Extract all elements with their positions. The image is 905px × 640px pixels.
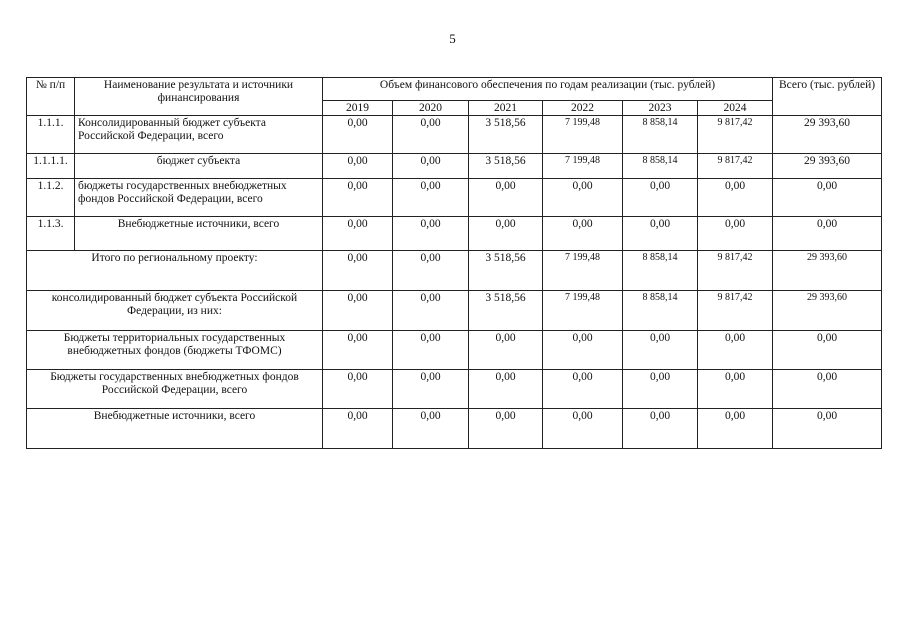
cell-value: 3 518,56 [469,291,543,331]
summary-name: Внебюджетные источники, всего [27,409,323,449]
cell-value: 0,00 [323,409,393,449]
cell-total: 29 393,60 [773,291,882,331]
summary-row [27,409,882,449]
row-number: 1.1.3. [27,217,75,251]
cell-value: 0,00 [469,370,543,409]
cell-value: 8 858,14 [623,251,698,291]
cell-value: 0,00 [393,291,469,331]
cell-value: 9 817,42 [698,116,773,154]
cell-value: 0,00 [323,291,393,331]
header-year: 2020 [393,101,469,116]
header-year: 2021 [469,101,543,116]
cell-value: 0,00 [393,116,469,154]
row-name: Внебюджетные источники, всего [75,217,323,251]
header-name: Наименование результата и источники финансирования [75,78,323,116]
table-row [27,217,882,251]
cell-value: 0,00 [698,217,773,251]
cell-value: 0,00 [623,179,698,217]
summary-name: Бюджеты государственных внебюджетных фондов Российской Федерации, всего [27,370,323,409]
cell-value: 0,00 [323,331,393,370]
cell-value: 0,00 [623,409,698,449]
summary-row [27,251,882,291]
header-year: 2022 [543,101,623,116]
header-year: 2023 [623,101,698,116]
financing-table [26,77,882,449]
cell-value: 9 817,42 [698,291,773,331]
cell-value: 0,00 [469,409,543,449]
page-number: 5 [449,31,456,46]
row-number: 1.1.1. [27,116,75,154]
cell-value: 3 518,56 [469,251,543,291]
cell-value: 0,00 [393,217,469,251]
cell-value: 0,00 [393,154,469,179]
cell-value: 0,00 [393,409,469,449]
row-number: 1.1.1.1. [27,154,75,179]
cell-value: 3 518,56 [469,154,543,179]
cell-value: 0,00 [393,179,469,217]
cell-value: 0,00 [323,370,393,409]
cell-value: 0,00 [698,331,773,370]
cell-value: 8 858,14 [623,154,698,179]
cell-value: 0,00 [323,217,393,251]
row-name: Консолидированный бюджет субъекта Российской Федерации, всего [75,116,323,154]
cell-value: 0,00 [393,251,469,291]
cell-total: 29 393,60 [773,116,882,154]
cell-value: 0,00 [623,331,698,370]
cell-value: 0,00 [469,217,543,251]
cell-value: 9 817,42 [698,251,773,291]
row-name: бюджет субъекта [75,154,323,179]
cell-value: 7 199,48 [543,251,623,291]
cell-value: 0,00 [469,179,543,217]
cell-value: 0,00 [543,409,623,449]
cell-value: 7 199,48 [543,154,623,179]
header-year: 2024 [698,101,773,116]
cell-value: 0,00 [543,331,623,370]
cell-value: 0,00 [393,370,469,409]
table-row [27,116,882,154]
cell-value: 9 817,42 [698,154,773,179]
cell-value: 7 199,48 [543,291,623,331]
cell-value: 0,00 [698,409,773,449]
summary-name: Итого по региональному проекту: [27,251,323,291]
cell-value: 0,00 [698,179,773,217]
cell-total: 0,00 [773,409,882,449]
cell-value: 0,00 [543,217,623,251]
summary-row [27,291,882,331]
header-total: Всего (тыс. рублей) [773,78,882,116]
cell-value: 8 858,14 [623,116,698,154]
cell-value: 0,00 [323,154,393,179]
cell-value: 0,00 [623,370,698,409]
row-name: бюджеты государственных внебюджетных фондов Российской Федерации, всего [75,179,323,217]
row-number: 1.1.2. [27,179,75,217]
cell-value: 0,00 [323,179,393,217]
cell-value: 0,00 [323,251,393,291]
cell-value: 0,00 [698,370,773,409]
cell-value: 8 858,14 [623,291,698,331]
cell-value: 0,00 [623,217,698,251]
header-year: 2019 [323,101,393,116]
cell-total: 0,00 [773,331,882,370]
summary-name: Бюджеты территориальных государственных внебюджетных фондов (бюджеты ТФОМС) [27,331,323,370]
cell-value: 3 518,56 [469,116,543,154]
cell-total: 0,00 [773,217,882,251]
cell-value: 7 199,48 [543,116,623,154]
header-number: № п/п [27,78,75,116]
cell-total: 29 393,60 [773,251,882,291]
cell-total: 0,00 [773,179,882,217]
cell-value: 0,00 [393,331,469,370]
cell-value: 0,00 [543,370,623,409]
table-row [27,179,882,217]
cell-value: 0,00 [543,179,623,217]
cell-value: 0,00 [323,116,393,154]
summary-name: консолидированный бюджет субъекта Российской Федерации, из них: [27,291,323,331]
header-funding-by-year: Объем финансового обеспечения по годам реализации (тыс. рублей) [323,78,773,101]
cell-value: 0,00 [469,331,543,370]
cell-total: 29 393,60 [773,154,882,179]
cell-total: 0,00 [773,370,882,409]
summary-row [27,370,882,409]
summary-row [27,331,882,370]
table-row [27,154,882,179]
